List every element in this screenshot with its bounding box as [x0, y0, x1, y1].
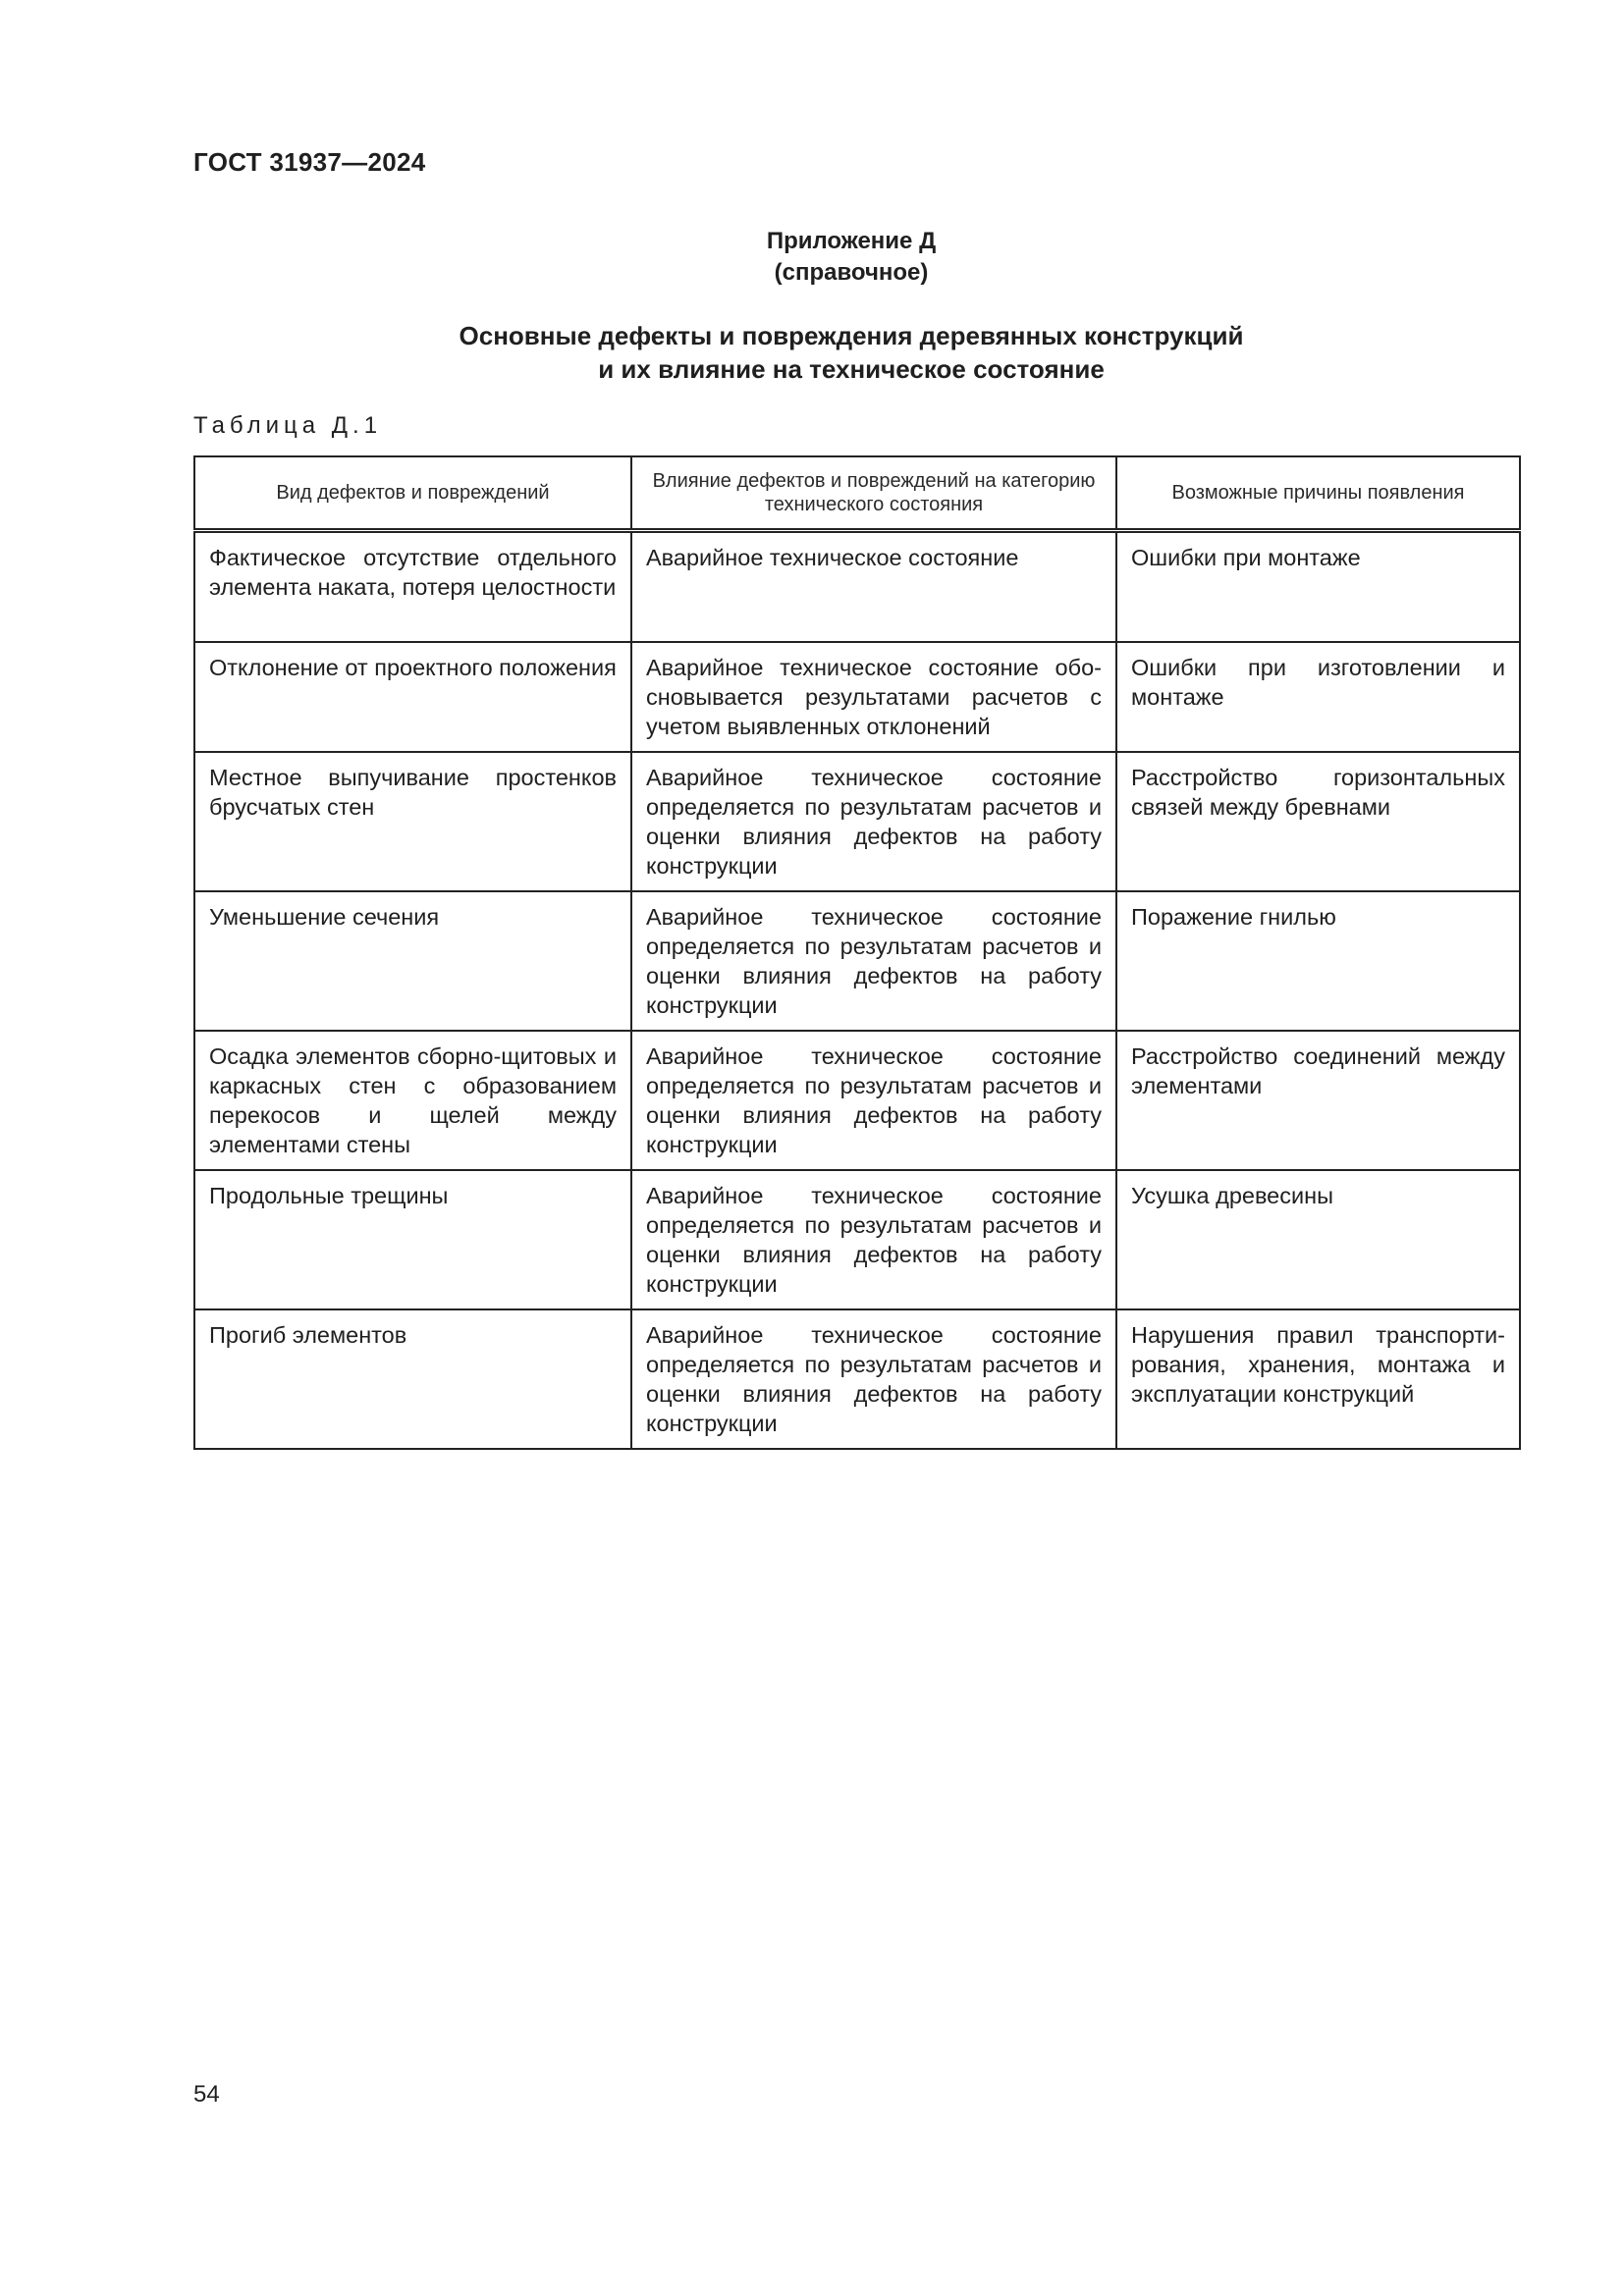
cell-influence: Аварийное техническое состояние определяется по результатам расчетов и оценки влияния дефектов на работу конструкции — [631, 1309, 1116, 1449]
cell-cause: Расстройство соединений между элементами — [1116, 1031, 1520, 1170]
document-title — [0, 319, 1624, 386]
cell-defect: Осадка элементов сборно-щитовых и каркасных стен с образованием перекосов и щелей между элементами стены — [194, 1031, 631, 1170]
cell-defect: Местное выпучивание простенков брусчатых стен — [194, 752, 631, 891]
cell-defect: Отклонение от проектного положения — [194, 642, 631, 752]
table-row — [194, 1309, 1520, 1449]
cell-influence: Аварийное техническое состояние определяется по результатам расчетов и оценки влияния дефектов на работу конструкции — [631, 1031, 1116, 1170]
cell-influence: Аварийное техническое состояние обосновывается результатами расчетов с учетом выявленных отклонений — [631, 642, 1116, 752]
page-number: 54 — [193, 2081, 220, 2108]
annex-heading — [0, 226, 1624, 289]
cell-influence: Аварийное техническое состояние определяется по результатам расчетов и оценки влияния дефектов на работу конструкции — [631, 752, 1116, 891]
table-row — [194, 531, 1520, 643]
cell-cause: Нарушения правил транспортирования, хранения, монтажа и эксплуатации конструкций — [1116, 1309, 1520, 1449]
table-row — [194, 642, 1520, 752]
header-defect-type: Вид дефектов и повреждений — [194, 456, 631, 531]
table-row — [194, 752, 1520, 891]
document-title-line-2: и их влияние на техническое состояние — [598, 354, 1105, 384]
cell-cause: Расстройство горизонтальных связей между бревнами — [1116, 752, 1520, 891]
cell-influence: Аварийное техническое состояние определяется по результатам расчетов и оценки влияния дефектов на работу конструкции — [631, 891, 1116, 1031]
table-row — [194, 891, 1520, 1031]
table-caption: Таблица Д.1 — [193, 412, 383, 439]
cell-cause: Ошибки при монтаже — [1116, 531, 1520, 643]
cell-defect: Прогиб элементов — [194, 1309, 631, 1449]
document-code: ГОСТ 31937—2024 — [193, 147, 426, 177]
header-influence: Влияние дефектов и повреждений на категорию технического состояния — [631, 456, 1116, 531]
cell-defect: Продольные трещины — [194, 1170, 631, 1309]
document-title-line-1: Основные дефекты и повреждения деревянных конструкций — [459, 321, 1244, 350]
cell-influence: Аварийное техническое состояние определяется по результатам расчетов и оценки влияния дефектов на работу конструкции — [631, 1170, 1116, 1309]
cell-cause: Поражение гнилью — [1116, 891, 1520, 1031]
cell-cause: Усушка древесины — [1116, 1170, 1520, 1309]
cell-cause: Ошибки при изготовлении и монтаже — [1116, 642, 1520, 752]
cell-influence: Аварийное техническое состояние — [631, 531, 1116, 643]
table-row — [194, 1031, 1520, 1170]
cell-defect: Уменьшение сечения — [194, 891, 631, 1031]
header-causes: Возможные причины появления — [1116, 456, 1520, 531]
defects-table — [193, 455, 1521, 1450]
annex-status: (справочное) — [774, 259, 929, 286]
cell-defect: Фактическое отсутствие отдельного элемента наката, потеря целостности — [194, 531, 631, 643]
annex-title: Приложение Д — [766, 228, 937, 254]
table-row — [194, 1170, 1520, 1309]
table-header-row — [194, 456, 1520, 531]
